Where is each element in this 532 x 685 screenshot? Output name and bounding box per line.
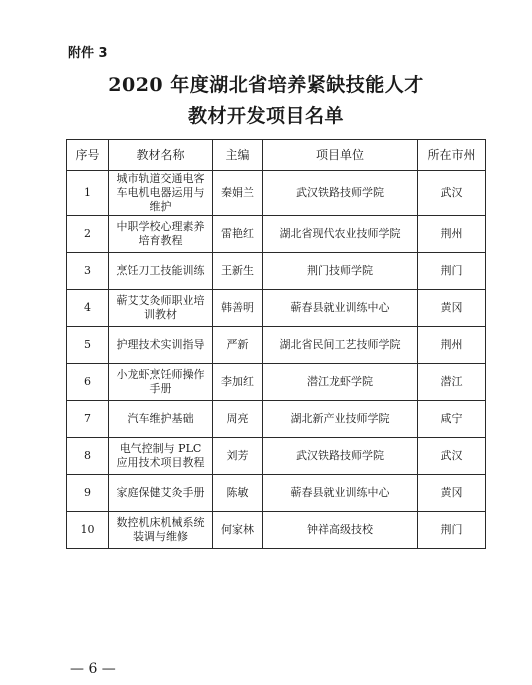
cell-city: 咸宁	[418, 401, 486, 438]
cell-chief-editor: 雷艳红	[213, 216, 263, 253]
cell-serial-number: 5	[67, 327, 109, 364]
cell-chief-editor: 王新生	[213, 253, 263, 290]
cell-textbook-name: 蕲艾艾灸师职业培训教材	[109, 290, 213, 327]
table-row	[67, 216, 486, 253]
cell-chief-editor: 何家林	[213, 512, 263, 549]
cell-serial-number: 9	[67, 475, 109, 512]
page-number: — 6 —	[70, 661, 116, 677]
cell-serial-number: 2	[67, 216, 109, 253]
cell-textbook-name: 数控机床机械系统装调与维修	[109, 512, 213, 549]
document-title-line-1: 2020 年度湖北省培养紧缺技能人才	[108, 74, 424, 96]
cell-textbook-name: 汽车维护基础	[109, 401, 213, 438]
cell-project-unit: 湖北新产业技师学院	[263, 401, 418, 438]
cell-city: 荆门	[418, 512, 486, 549]
cell-chief-editor: 周亮	[213, 401, 263, 438]
cell-chief-editor: 秦娟兰	[213, 171, 263, 216]
cell-city: 潜江	[418, 364, 486, 401]
cell-city: 荆门	[418, 253, 486, 290]
cell-project-unit: 钟祥高级技校	[263, 512, 418, 549]
table-row	[67, 512, 486, 549]
table-header-row	[67, 140, 486, 171]
cell-textbook-name: 家庭保健艾灸手册	[109, 475, 213, 512]
header-project-unit: 项目单位	[263, 140, 418, 171]
cell-city: 黄冈	[418, 475, 486, 512]
cell-serial-number: 7	[67, 401, 109, 438]
table-body	[67, 171, 486, 549]
project-list-table	[66, 139, 486, 549]
cell-project-unit: 湖北省现代农业技师学院	[263, 216, 418, 253]
cell-project-unit: 潜江龙虾学院	[263, 364, 418, 401]
cell-textbook-name: 护理技术实训指导	[109, 327, 213, 364]
cell-textbook-name: 中职学校心理素养培育教程	[109, 216, 213, 253]
cell-serial-number: 1	[67, 171, 109, 216]
cell-textbook-name: 小龙虾烹饪师操作手册	[109, 364, 213, 401]
header-serial-number: 序号	[67, 140, 109, 171]
header-textbook-name: 教材名称	[109, 140, 213, 171]
table-row	[67, 401, 486, 438]
table-row	[67, 171, 486, 216]
document-title-line-2: 教材开发项目名单	[187, 105, 344, 127]
cell-textbook-name: 城市轨道交通电客车电机电器运用与维护	[109, 171, 213, 216]
table-row	[67, 290, 486, 327]
cell-project-unit: 蕲春县就业训练中心	[263, 290, 418, 327]
attachment-label: 附件 3	[68, 46, 108, 61]
cell-serial-number: 10	[67, 512, 109, 549]
cell-project-unit: 武汉铁路技师学院	[263, 171, 418, 216]
cell-chief-editor: 李加红	[213, 364, 263, 401]
table-row	[67, 327, 486, 364]
cell-serial-number: 8	[67, 438, 109, 475]
cell-textbook-name: 电气控制与 PLC 应用技术项目教程	[109, 438, 213, 475]
cell-city: 荆州	[418, 216, 486, 253]
cell-project-unit: 荆门技师学院	[263, 253, 418, 290]
cell-serial-number: 3	[67, 253, 109, 290]
table-row	[67, 364, 486, 401]
cell-project-unit: 蕲春县就业训练中心	[263, 475, 418, 512]
table-row	[67, 253, 486, 290]
header-city: 所在市州	[418, 140, 486, 171]
cell-chief-editor: 严新	[213, 327, 263, 364]
cell-chief-editor: 刘芳	[213, 438, 263, 475]
cell-chief-editor: 韩善明	[213, 290, 263, 327]
cell-project-unit: 武汉铁路技师学院	[263, 438, 418, 475]
cell-serial-number: 6	[67, 364, 109, 401]
cell-project-unit: 湖北省民间工艺技师学院	[263, 327, 418, 364]
cell-city: 武汉	[418, 171, 486, 216]
header-chief-editor: 主编	[213, 140, 263, 171]
table-row	[67, 475, 486, 512]
cell-textbook-name: 烹饪刀工技能训练	[109, 253, 213, 290]
cell-city: 荆州	[418, 327, 486, 364]
cell-city: 武汉	[418, 438, 486, 475]
cell-chief-editor: 陈敏	[213, 475, 263, 512]
cell-serial-number: 4	[67, 290, 109, 327]
cell-city: 黄冈	[418, 290, 486, 327]
table-row	[67, 438, 486, 475]
